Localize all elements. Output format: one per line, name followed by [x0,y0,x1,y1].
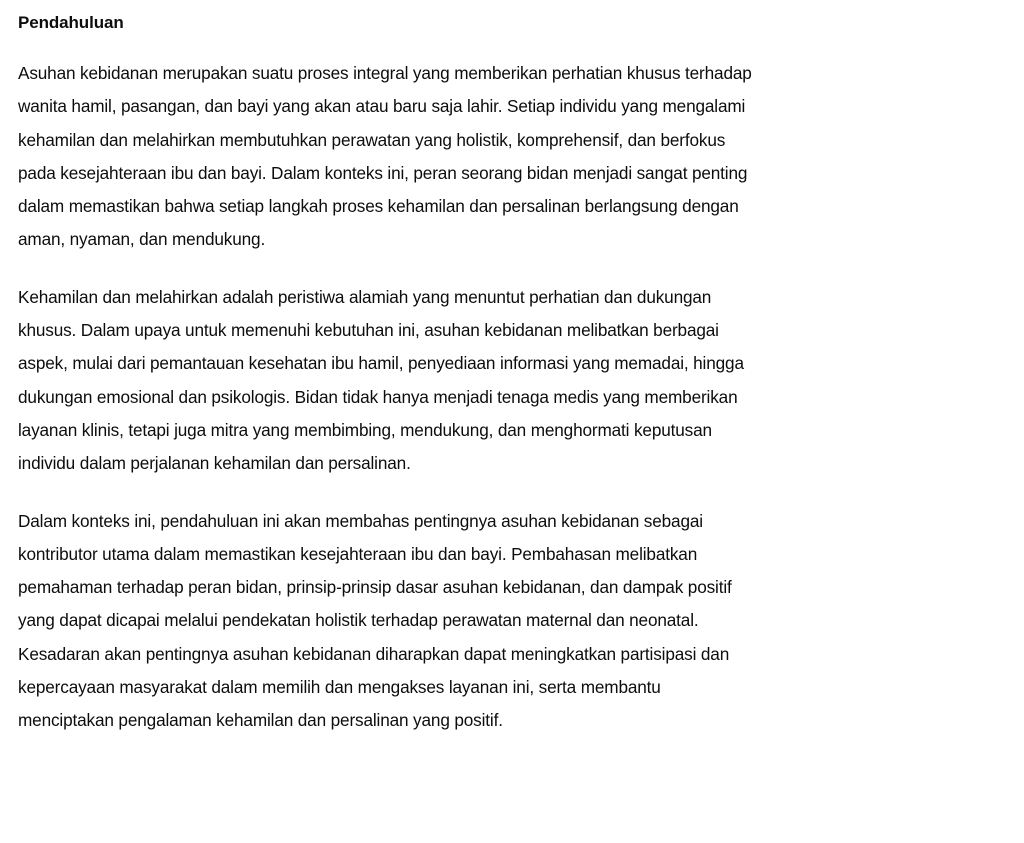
section-heading: Pendahuluan [18,13,124,32]
paragraph-1: Asuhan kebidanan merupakan suatu proses integral yang memberikan perhatian khusus terhadap wanita hamil, pasangan, dan bayi yang akan atau baru saja lahir. Setiap individu yang mengalami kehamilan dan melahirkan membutuhkan perawatan yang holistik, komprehensif, dan berfokus pada kesejahteraan ibu dan bayi. Dalam konteks ini, peran seorang bidan menjadi sangat penting dalam memastikan bahwa setiap langkah proses kehamilan dan persalinan berlangsung dengan aman, nyaman, dan mendukung. [18,63,752,250]
paragraph-3: Dalam konteks ini, pendahuluan ini akan membahas pentingnya asuhan kebidanan sebagai kontributor utama dalam memastikan kesejahteraan ibu dan bayi. Pembahasan melibatkan pemahaman terhadap peran bidan, prinsip-prinsip dasar asuhan kebidanan, dan dampak positif yang dapat dicapai melalui pendekatan holistik terhadap perawatan maternal dan neonatal. Kesadaran akan pentingnya asuhan kebidanan diharapkan dapat meningkatkan partisipasi dan kepercayaan masyarakat dalam memilih dan mengakses layanan ini, serta membantu menciptakan pengalaman kehamilan dan persalinan yang positif. [18,510,732,731]
paragraph-2: Kehamilan dan melahirkan adalah peristiwa alamiah yang menuntut perhatian dan dukungan khusus. Dalam upaya untuk memenuhi kebutuhan ini, asuhan kebidanan melibatkan berbagai aspek, mulai dari pemantauan kesehatan ibu hamil, penyediaan informasi yang memadai, hingga dukungan emosional dan psikologis. Bidan tidak hanya menjadi tenaga medis yang memberikan layanan klinis, tetapi juga mitra yang membimbing, mendukung, dan menghormati keputusan individu dalam perjalanan kehamilan dan persalinan. [18,286,744,474]
